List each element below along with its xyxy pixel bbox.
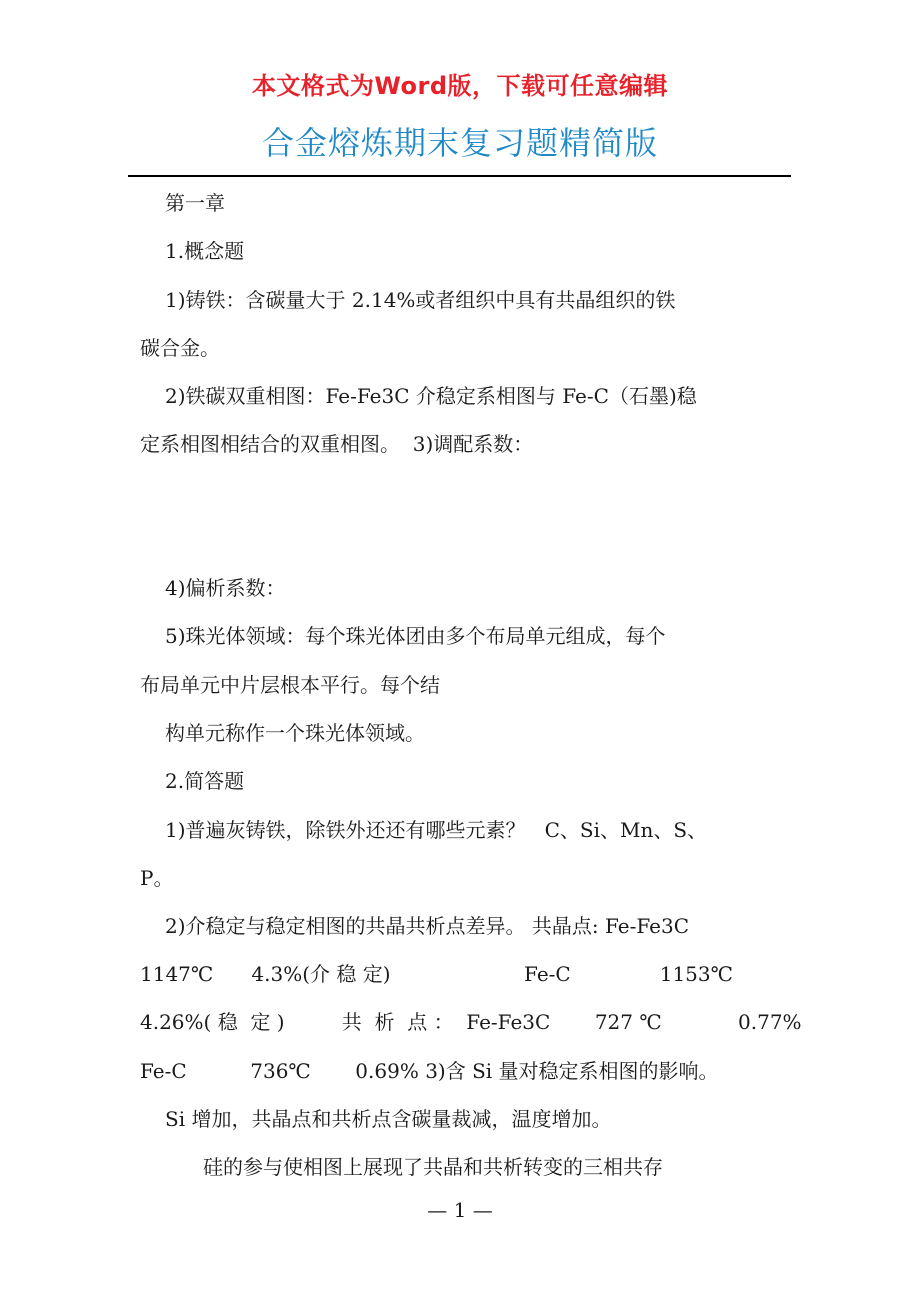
paragraph-line: Fe-C 736℃ 0.69% 3)含 Si 量对稳定系相图的影响。 [140,1059,719,1083]
paragraph-line: 4)偏析系数： [165,576,286,600]
paragraph-line: 碳合金。 [140,336,220,360]
download-banner: 本文格式为Word版，下载可任意编辑 [251,72,669,100]
paragraph-line: 1147℃ 4.3%(介 稳 定) Fe-C 1153℃ [140,962,734,986]
paragraph-line: P。 [140,866,174,890]
paragraph-line: 1)普遍灰铸铁，除铁外还还有哪些元素？ C、Si、Mn、S、 [165,818,708,842]
paragraph-line: 5)珠光体领域：每个珠光体团由多个布局单元组成，每个 [165,624,666,648]
paragraph-line: 2)介稳定与稳定相图的共晶共析点差异。 共晶点: Fe-Fe3C [165,914,690,938]
paragraph-line: 定系相图相结合的双重相图。 3)调配系数： [140,432,534,456]
page-number: — 1 — [427,1198,493,1222]
paragraph-line: 1)铸铁：含碳量大于 2.14%或者组织中具有共晶组织的铁 [165,288,676,312]
section-heading-short-answer: 2.简答题 [165,769,245,793]
chapter-heading: 第一章 [165,191,225,215]
paragraph-line: 4.26%( 稳 定 ) 共 析 点 ： Fe-Fe3C 727 ℃ 0.77% [140,1010,802,1034]
paragraph-line: 构单元称作一个珠光体领域。 [165,721,425,745]
paragraph-line: 硅的参与使相图上展现了共晶和共析转变的三相共存 [203,1155,663,1179]
paragraph-line: 2)铁碳双重相图：Fe-Fe3C 介稳定系相图与 Fe-C（石墨)稳 [165,384,697,408]
paragraph-line: Si 增加，共晶点和共析点含碳量裁减，温度增加。 [165,1107,612,1131]
document-title: 合金熔炼期末复习题精简版 [261,124,658,162]
title-underline [128,175,791,177]
section-heading-concepts: 1.概念题 [165,239,245,263]
paragraph-line: 布局单元中片层根本平行。每个结 [140,673,440,697]
